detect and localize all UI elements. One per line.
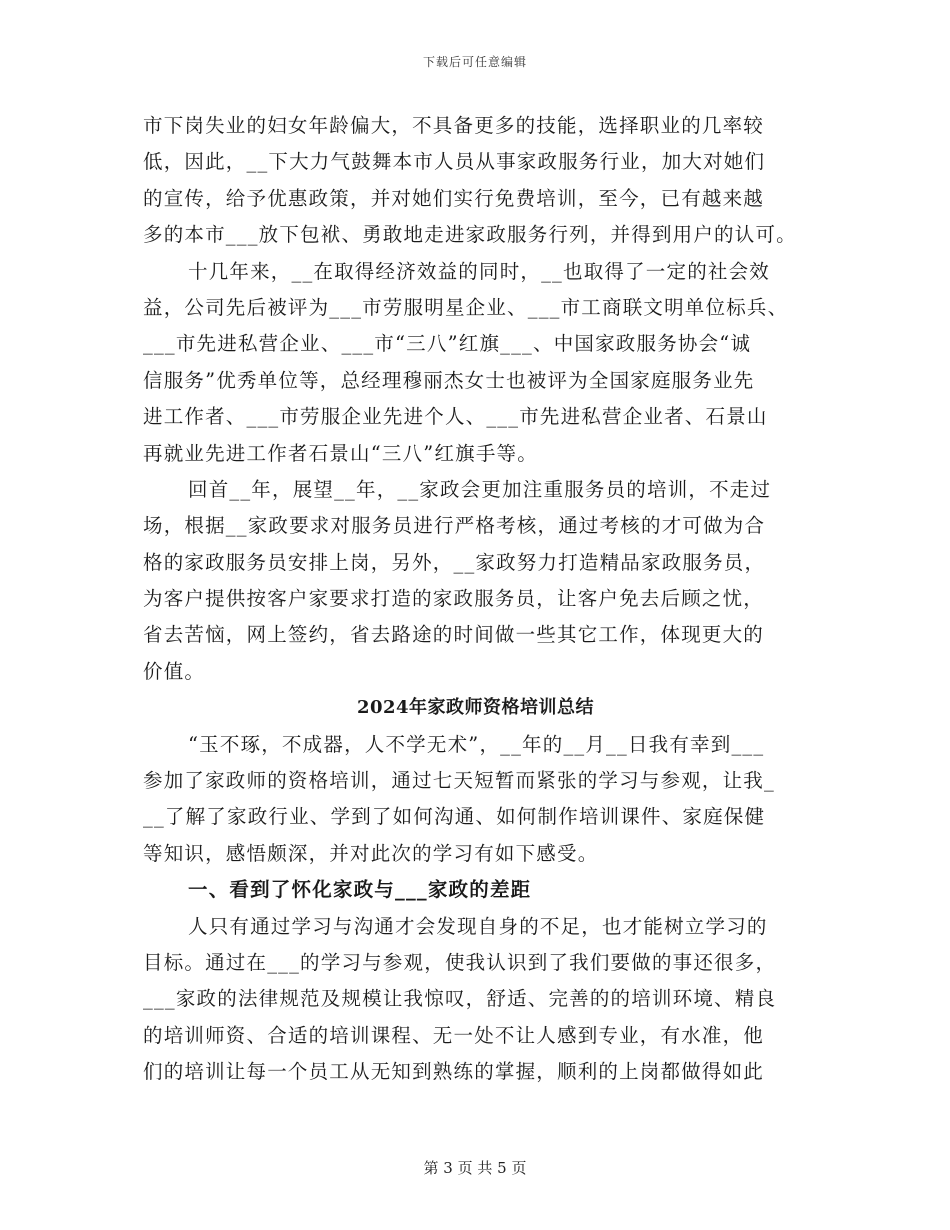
text-line: 低，因此，__下大力气鼓舞本市人员从事家政服务行业，加大对她们 [143, 150, 766, 174]
text-line: 目标。通过在___的学习与参观，使我认识到了我们要做的事还很多， [143, 950, 777, 974]
text-line: 价值。 [143, 659, 206, 683]
text-line: 的宣传，给予优惠政策，并对她们实行免费培训，至今，已有越来越 [143, 186, 765, 210]
text-line: 场，根据__家政要求对服务员进行严格考核，通过考核的才可做为合 [143, 514, 766, 538]
text-line: 市下岗失业的妇女年龄偏大，不具备更多的技能，选择职业的几率较 [143, 114, 765, 137]
text-line: 多的本市___放下包袱、勇敢地走进家政服务行列，并得到用户的认可。 [143, 223, 797, 247]
text-line: 等知识，感悟颇深，并对此次的学习有如下感受。 [143, 841, 599, 865]
text-line: 们的培训让每一个员工从无知到熟练的掌握，顺利的上岗都做得如此 [143, 1060, 765, 1084]
text-line: 格的家政服务员安排上岗，另外，__家政努力打造精品家政服务员， [143, 550, 766, 574]
text-line: ___家政的法律规范及规模让我惊叹，舒适、完善的的培训环境、精良 [143, 987, 777, 1011]
text-line: 信服务”优秀单位等，总经理穆丽杰女士也被评为全国家庭服务业先 [143, 368, 755, 392]
section-title: 2024年家政师资格培训总结 [356, 697, 595, 719]
text-line: __了解了家政行业、学到了如何沟通、如何制作培训课件、家庭保健 [143, 805, 766, 829]
document-body [143, 108, 808, 1091]
text-line: 进工作者、___市劳服企业先进个人、___市先进私营企业者、石景山 [143, 405, 768, 429]
paragraph-first-line: 人只有通过学习与沟通才会发现自身的不足，也才能树立学习的 [188, 914, 768, 938]
page-number: 第 3 页 共 5 页 [423, 1159, 527, 1177]
subsection-heading: 一、看到了怀化家政与___家政的差距 [188, 878, 532, 902]
text-line: 的培训师资、合适的培训课程、无一处不让人感到专业，有水准，他 [143, 1023, 765, 1047]
page-header-note: 下载后可任意编辑 [422, 55, 527, 69]
paragraph-first-line: “玉不琢，不成器，人不学无术”，__年的__月__日我有幸到___ [188, 732, 765, 756]
text-line: 省去苦恼，网上签约，省去路途的时间做一些其它工作，体现更大的 [143, 623, 765, 647]
text-line: 参加了家政师的资格培训，通过七天短暂而紧张的学习与参观，让我_ [143, 769, 775, 793]
text-line: 为客户提供按客户家要求打造的家政服务员，让客户免去后顾之忧， [143, 587, 765, 611]
paragraph-first-line: 十几年来，__在取得经济效益的同时，__也取得了一定的社会效 [188, 259, 771, 283]
text-line: 益，公司先后被评为___市劳服明星企业、___市工商联文明单位标兵、 [143, 295, 789, 319]
paragraph-first-line: 回首__年，展望__年，__家政会更加注重服务员的培训，不走过 [188, 477, 772, 501]
text-line: 再就业先进工作者石景山“三八”红旗手等。 [143, 441, 538, 465]
text-line: ___市先进私营企业、___市“三八”红旗___、中国家政服务协会“诚 [143, 332, 752, 356]
